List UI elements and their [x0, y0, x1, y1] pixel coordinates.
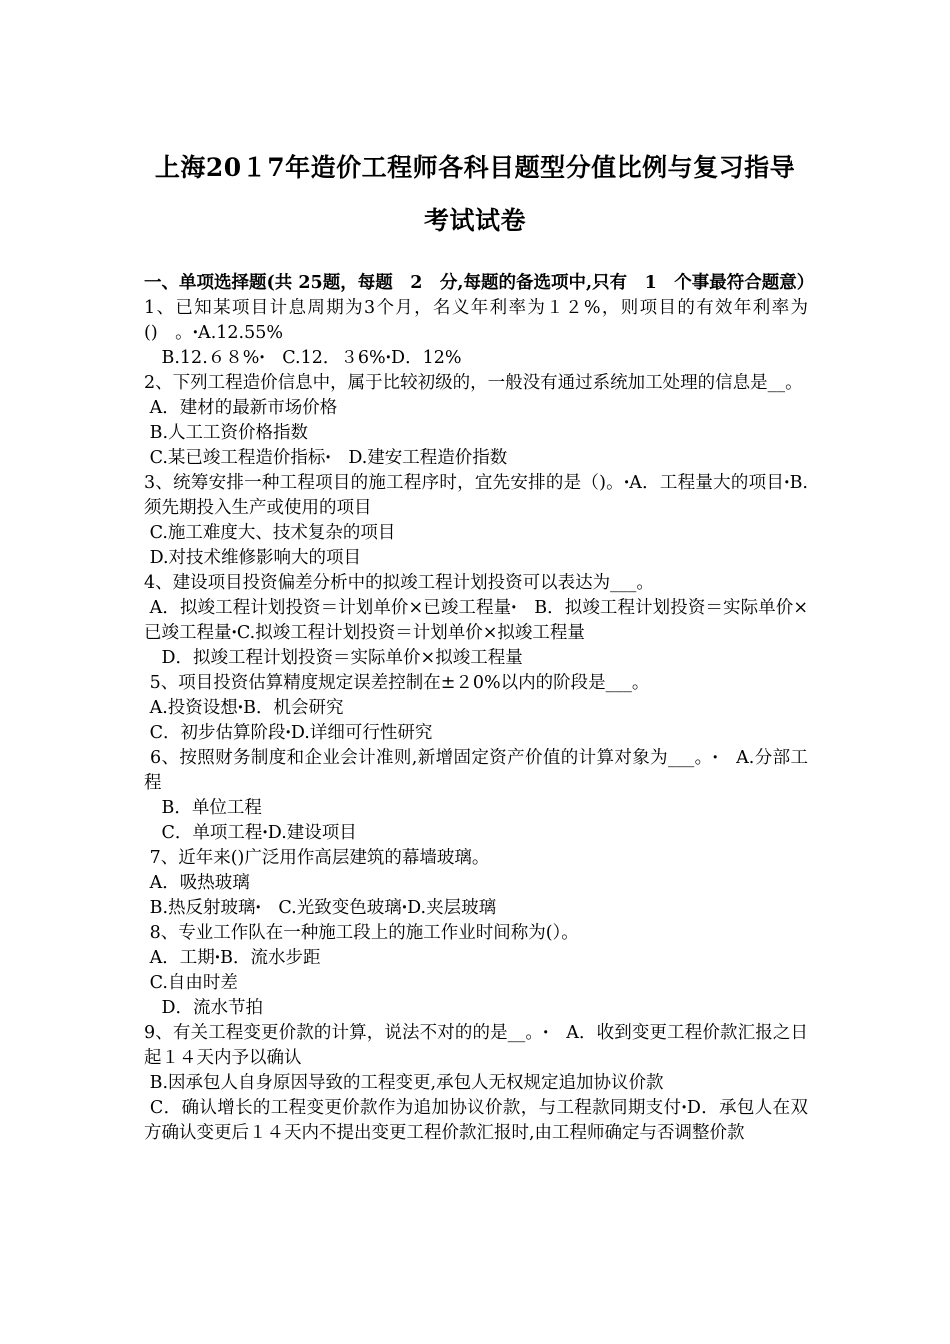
question-2-option-a: A．建材的最新市场价格: [144, 398, 338, 418]
question-6-options-cd: C．单项工程ꞏD.建设项目: [144, 823, 357, 843]
question-9: 9、有关工程变更价款的计算，说法不对的的是__。ꞏ A．收到变更工程价款汇报之日起１４天内予以确认: [144, 1023, 808, 1068]
question-3-option-c: C.施工难度大、技术复杂的项目: [144, 523, 396, 543]
section-heading: 一、单项选择题(共 25题，每题 2 分,每题的备选项中,只有 1 个事最符合题意）: [144, 273, 815, 293]
question-8-option-d: D．流水节拍: [144, 998, 264, 1018]
question-6: 6、按照财务制度和企业会计准则,新增固定资产价值的计算对象为___。ꞏ A.分部工程: [144, 748, 808, 793]
question-9-option-b: B.因承包人自身原因导致的工程变更,承包人无权规定追加协议价款: [144, 1073, 664, 1093]
question-2-options-cd: C.某已竣工程造价指标ꞏ D.建安工程造价指数: [144, 448, 508, 468]
question-8-option-c: C.自由时差: [144, 973, 238, 993]
question-5: 5、项目投资估算精度规定误差控制在±２0%以内的阶段是___。: [144, 673, 650, 693]
document-body: [144, 271, 815, 1146]
question-1-options: B.12.６８%ꞏ C.12．３6%ꞏD．12%: [144, 348, 462, 368]
question-8: 8、专业工作队在一种施工段上的施工作业时间称为(）。: [144, 923, 579, 943]
question-2-option-b: B.人工工资价格指数: [144, 423, 309, 443]
question-8-options-ab: A．工期ꞏB．流水步距: [144, 948, 321, 968]
question-3: 3、统筹安排一种工程项目的施工程序时，宜先安排的是（)。ꞏA．工程量大的项目ꞏB.须先期投入生产或使用的项目: [144, 473, 808, 518]
question-5-options-ab: A.投资设想ꞏB．机会研究: [144, 698, 344, 718]
question-9-options-cd: C．确认增长的工程变更价款作为追加协议价款，与工程款同期支付ꞏD．承包人在双方确认变更后１４天内不提出变更工程价款汇报时,由工程师确定与否调整价款: [144, 1098, 808, 1143]
question-1: 1、已知某项目计息周期为3个月，名义年利率为１２%，则项目的有效年利率为() 。ꞏA.12.55%: [144, 298, 808, 343]
question-4-option-d: D．拟竣工程计划投资＝实际单价×拟竣工程量: [144, 648, 523, 668]
document-title-line-1: 上海20１7年造价工程师各科目题型分值比例与复习指导: [154, 153, 796, 182]
question-7: 7、近年来()广泛用作高层建筑的幕墙玻璃。: [144, 848, 490, 868]
question-7-option-a: A．吸热玻璃: [144, 873, 250, 893]
question-3-option-d: D.对技术维修影响大的项目: [144, 548, 362, 568]
question-4: 4、建设项目投资偏差分析中的拟竣工程计划投资可以表达为___。: [144, 573, 654, 593]
question-6-option-b: B．单位工程: [144, 798, 262, 818]
question-4-options-abc: A．拟竣工程计划投资＝计划单价×已竣工程量ꞏ B．拟竣工程计划投资＝实际单价×已竣工程量ꞏC.拟竣工程计划投资＝计划单价×拟竣工程量: [144, 598, 808, 643]
document-title-line-2: 考试试卷: [423, 206, 526, 235]
question-5-options-cd: C．初步估算阶段ꞏD.详细可行性研究: [144, 723, 433, 743]
question-2: 2、下列工程造价信息中，属于比较初级的，一般没有通过系统加工处理的信息是__。: [144, 373, 803, 393]
question-7-options-bcd: B.热反射玻璃ꞏ C.光致变色玻璃ꞏD.夹层玻璃: [144, 898, 497, 918]
